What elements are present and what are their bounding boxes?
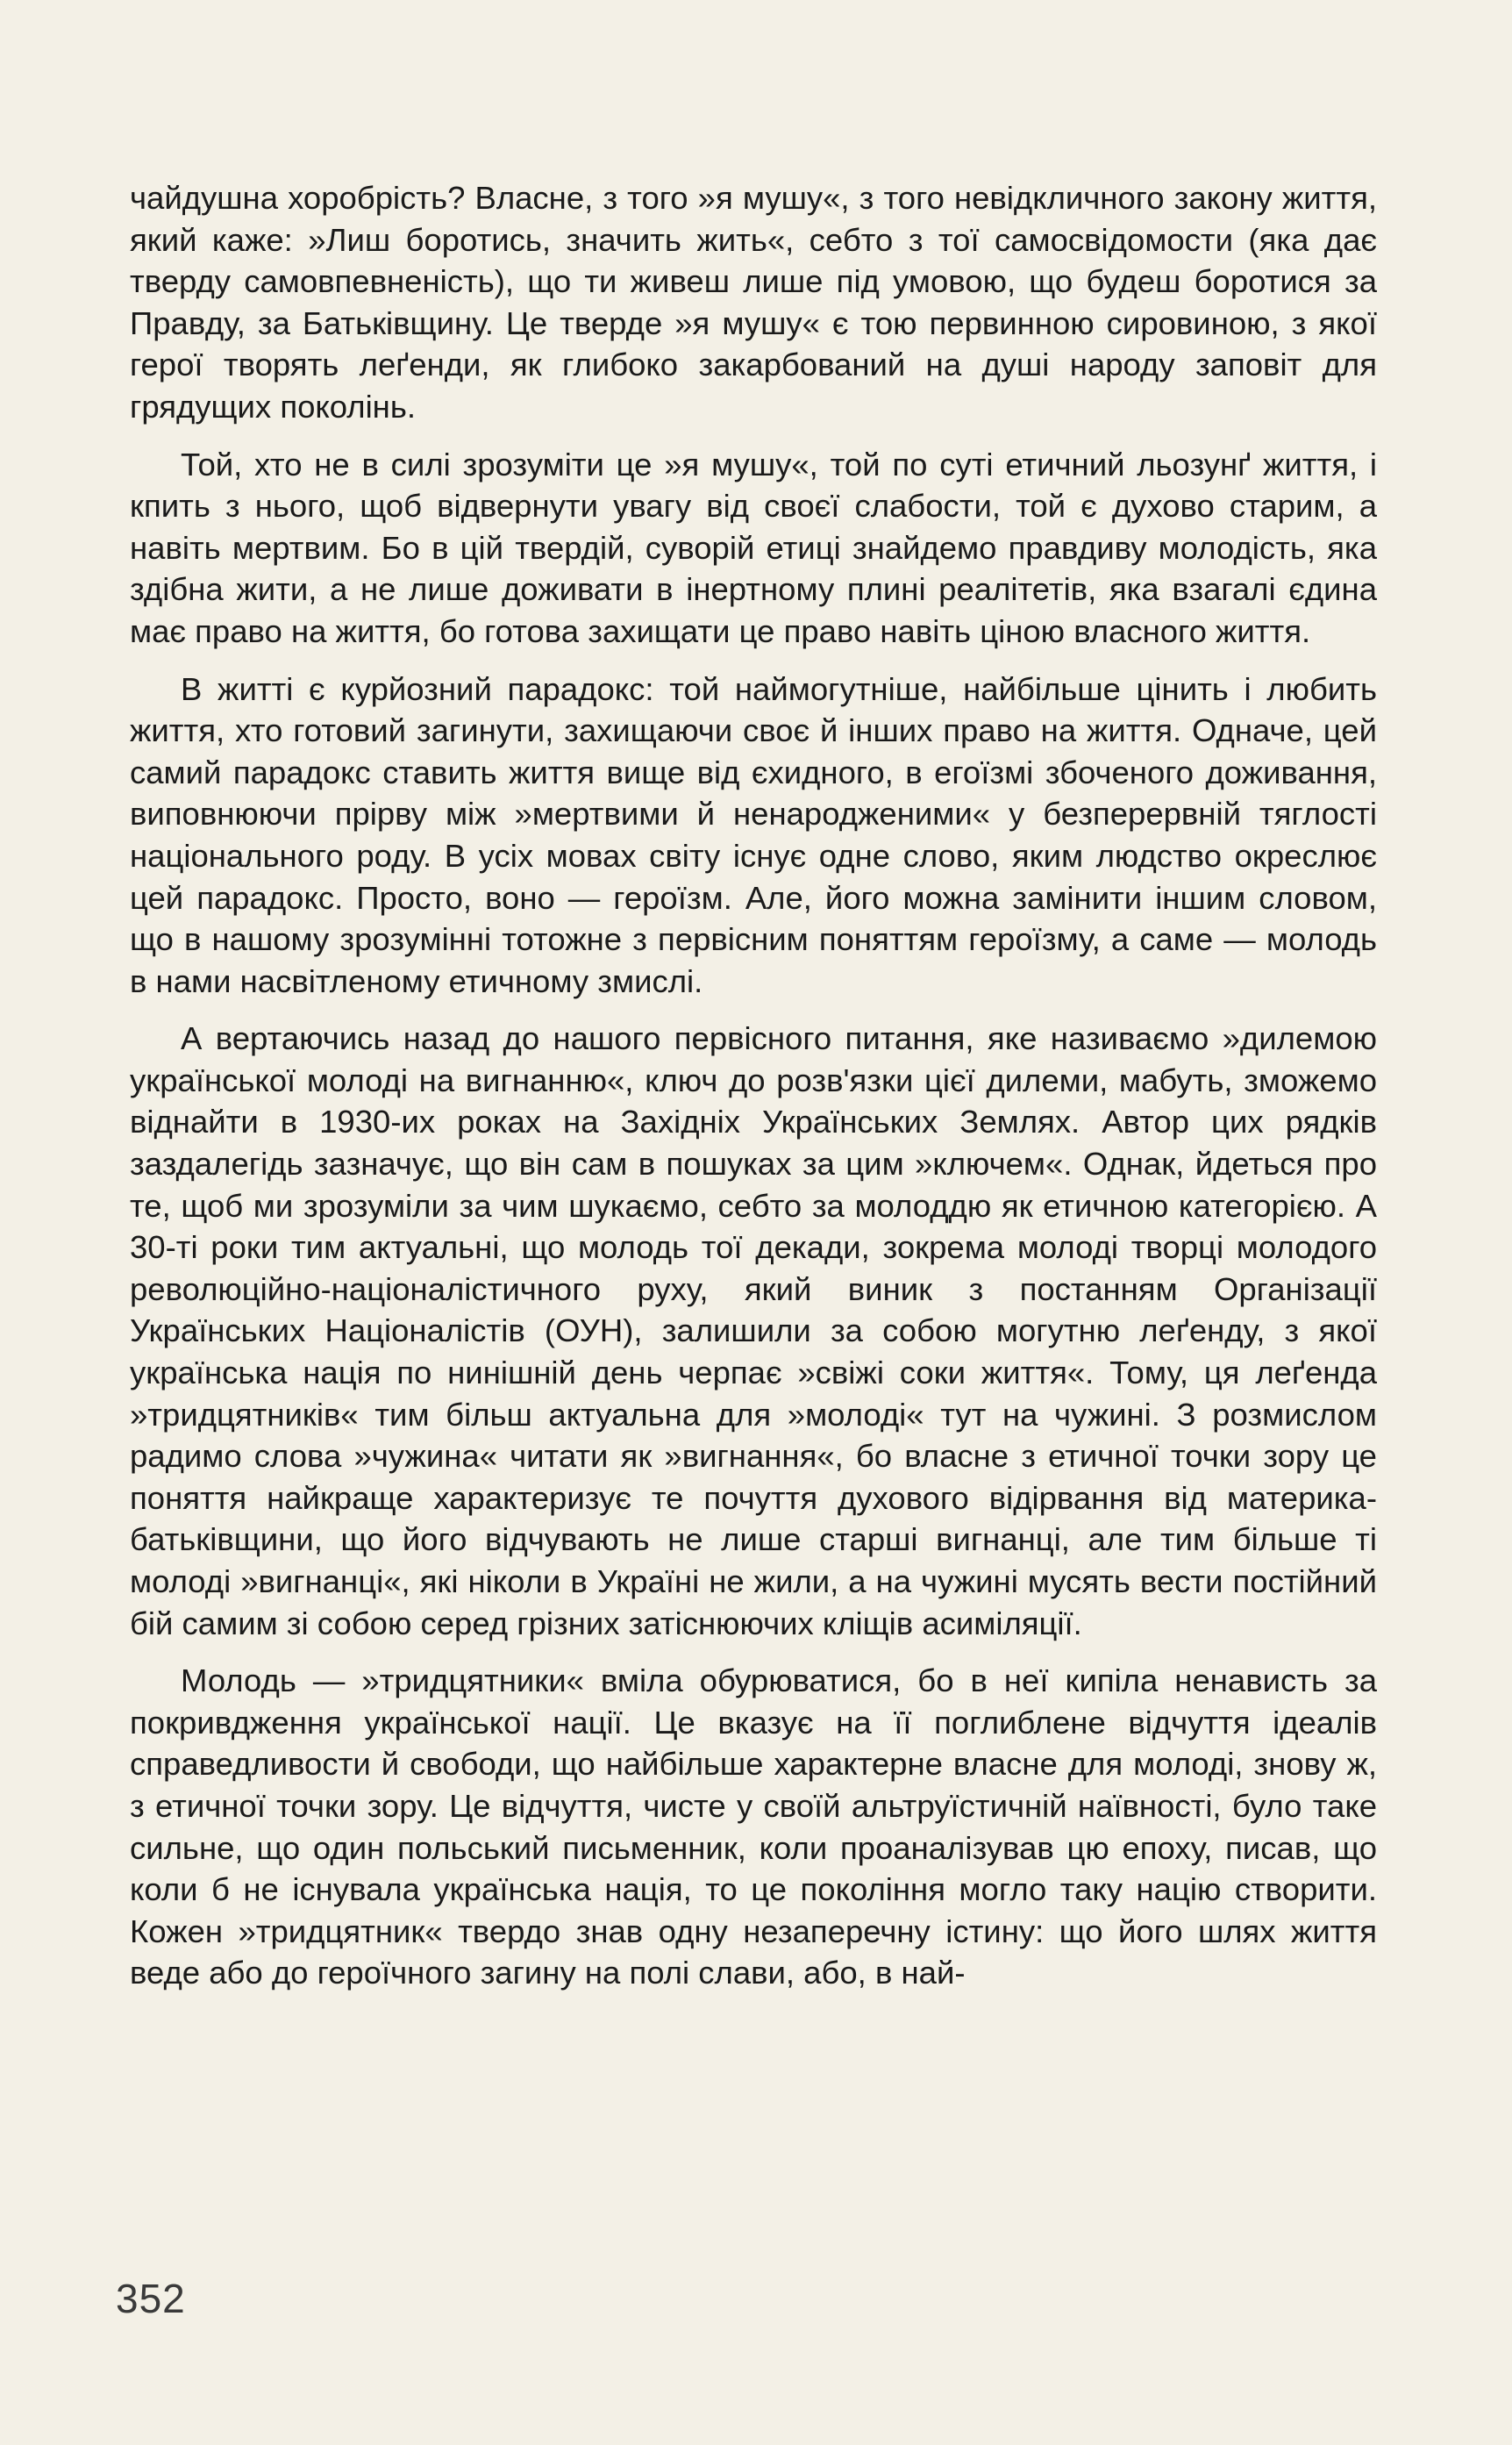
paragraph-5: Молодь — »тридцятники« вміла обурюватися, бо в неї кипіла ненависть за покривдження української нації. Це вказує на її поглиблене відчуття ідеалів справедливости й свободи, що найбільше характерне власне для молоді, знову ж, з етичної точки зору. Це відчуття, чисте у своїй альтруїстичній наївності, було таке сильне, що один польський письменник, коли проаналізував цю епоху, писав, що коли б не існувала українська нація, то це покоління могло таку націю створити. Кожен »тридцятник« твердо знав одну незаперечну істину: що його шлях життя веде або до героїчного загину на полі слави, або, в най- [130, 1662, 1377, 1991]
page-number: 352 [116, 2276, 186, 2321]
paragraph-4: А вертаючись назад до нашого первісного питання, яке називаємо »дилемою української молоді на вигнанню«, ключ до розв'язки цієї дилеми, мабуть, зможемо віднайти в 1930-их роках на Західніх Українських Землях. Автор цих рядків заздалегідь зазначує, що він сам в пошуках за цим »ключем«. Однак, йдеться про те, щоб ми зрозуміли за чим шукаємо, себто за молоддю як етичною категорією. А 30-ті роки тим актуальні, що молодь тої декади, зокрема молоді творці молодого революційно-націоналістичного руху, який виник з постанням Організації Українських Націоналістів (ОУН), залишили за собою могутню леґенду, з якої українська нація по нинішній день черпає »свіжі соки життя«. Тому, ця леґенда »тридцятників« тим більш актуальна для »молоді« тут на чужині. З розмислом радимо слова »чужина« читати як »вигнання«, бо власне з етичної точки зору це поняття найкраще характеризує те почуття духового відірвання від материка-батьківщини, що його відчувають не лише старші вигнанці, але тим більше ті молоді »вигнанці«, які ніколи в Україні не жили, а на чужині мусять вести постійний бій самим зі собою серед грізних затіснюючих кліщів асиміляції. [130, 1020, 1377, 1641]
paragraph-1: чайдушна хоробрість? Власне, з того »я мушу«, з того невідкличного закону життя, який каже: »Лиш боротись, значить жить«, себто з тої самосвідомости (яка дає тверду самовпевненість), що ти живеш лише під умовою, що будеш боротися за Правду, за Батьківщину. Це тверде »я мушу« є тою первинною сировиною, з якої герої творять леґенди, як глибоко закарбований на душі народу заповіт для грядущих поколінь. [130, 180, 1377, 425]
body-text [130, 177, 1377, 2010]
paragraph-2: Той, хто не в силі зрозуміти це »я мушу«, той по суті етичний льозунґ життя, і кпить з нього, щоб відвернути увагу від своєї слабости, той є духово старим, а навіть мертвим. Бо в цій твердій, суворій етиці знайдемо правдиву молодість, яка здібна жити, а не лише доживати в інертному плині реалітетів, яка взагалі єдина має право на життя, бо готова захищати це право навіть ціною власного життя. [130, 446, 1377, 649]
paragraph-3: В житті є курйозний парадокс: той наймогутніше, найбільше цінить і любить життя, хто готовий загинути, захищаючи своє й інших право на життя. Одначе, цей самий парадокс ставить життя вище від єхидного, в егоїзмі збоченого доживання, виповнюючи прірву між »мертвими й ненародженими« у безперервній тяглості національного роду. В усіх мовах світу існує одне слово, яким людство окреслює цей парадокс. Просто, воно — героїзм. Але, його можна замінити іншим словом, що в нашому зрозумінні тотожне з первісним поняттям героїзму, а саме — молодь в нами насвітленому етичному змислі. [130, 670, 1377, 999]
